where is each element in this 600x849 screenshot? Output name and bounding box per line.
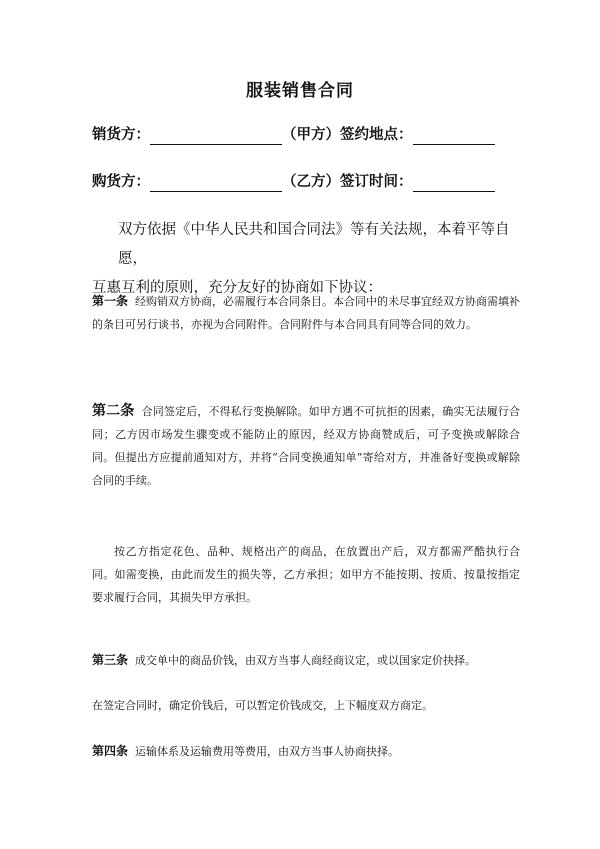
article-2 [92, 400, 520, 492]
article-2-text: 合同签定后，不得私行变换解除。如甲方遇不可抗拒的因素，确实无法履行合同；乙方因市场发生骤变或不能防止的原因，经双方协商赞成后，可予变换或解除合同。但提出方应提前通知对方，并将“合同变换通知单”寄给对方，并准备好变换或解除合同的手续。 [92, 405, 521, 487]
document-title: 服装销售合同 [246, 81, 354, 101]
intro-line-2: 互惠互利的原则，充分友好的协商如下协议： [92, 280, 382, 296]
party-a-location-label: （甲方）签约地点： [282, 126, 413, 143]
intro-line-1: 双方依据《中华人民共和国合同法》等有关法规，本着平等自愿， [118, 222, 510, 267]
seller-label: 销货方： [92, 126, 150, 143]
article-3 [92, 649, 520, 672]
buyer-blank [150, 174, 282, 192]
article-1 [92, 290, 520, 336]
article-4-text: 运输体系及运输费用等费用，由双方当事人协商抉择。 [135, 745, 400, 758]
paragraph-5 [92, 694, 520, 717]
paragraph-3-text: 按乙方指定花色、品种、规格出产的商品，在放置出产后，双方都需严酷执行合同。如需变换，由此而发生的损失等，乙方承担；如甲方不能按期、按质、按量按指定要求履行合同，其损失甲方承担。 [92, 545, 520, 604]
seller-row [92, 125, 495, 145]
paragraph-3 [92, 540, 520, 609]
seller-blank [150, 127, 282, 145]
article-2-label: 第二条 [92, 403, 135, 419]
paragraph-5-text: 在签定合同时，确定价钱后，可以暂定价钱成交，上下幅度双方商定。 [92, 699, 433, 712]
article-1-label: 第一条 [92, 294, 129, 308]
location-blank [413, 127, 495, 145]
article-3-text: 成交单中的商品价钱，由双方当事人商经商议定，或以国家定价抉择。 [135, 654, 477, 667]
article-4 [92, 740, 520, 763]
article-4-label: 第四条 [92, 744, 129, 758]
article-1-text: 经购销双方协商，必需履行本合同条目。本合同中的未尽事宜经双方协商需填补的条目可另行谈书，亦视为合同附件。合同附件与本合同具有同等合同的效力。 [92, 295, 521, 331]
article-3-label: 第三条 [92, 653, 129, 667]
buyer-label: 购货方： [92, 173, 150, 190]
time-blank [413, 174, 495, 192]
party-b-time-label: （乙方）签订时间： [282, 173, 413, 190]
buyer-row [92, 172, 495, 192]
